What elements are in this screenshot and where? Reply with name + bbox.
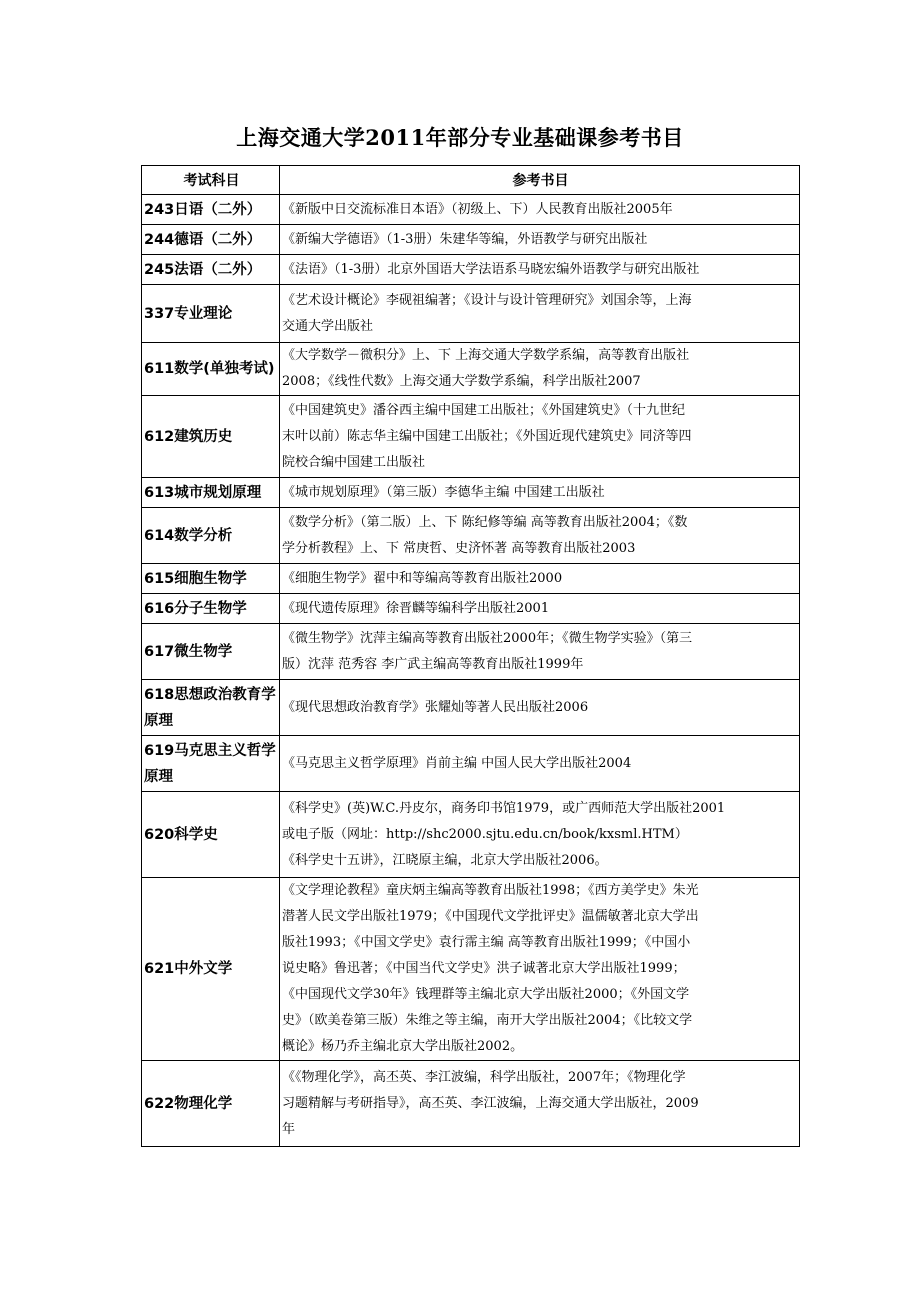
books-cell [280,285,800,343]
books-cell [280,878,800,1061]
book-line: 版）沈萍 范秀容 李广武主编高等教育出版社1999年 [282,656,584,672]
book-line: 潜著人民文学出版社1979；《中国现代文学批评史》温儒敏著北京大学出 [282,909,699,924]
subject-cell: 616分子生物学 [142,594,280,624]
books-cell [280,1061,800,1147]
book-line: 《法语》（1-3册）北京外国语大学法语系马晓宏编外语教学与研究出版社 [282,261,700,277]
subject-cell: 615细胞生物学 [142,564,280,594]
table-row [142,396,800,478]
table-row [142,343,800,396]
book-line: 末叶以前）陈志华主编中国建工出版社；《外国近现代建筑史》同济等四 [282,428,692,444]
book-line: 《《物理化学》，高丕英、李江波编，科学出版社，2007年；《物理化学 [282,1069,686,1085]
table-row [142,1061,800,1147]
books-cell [280,478,800,508]
subject-cell: 618思想政治教育学原理 [142,680,280,736]
books-cell [280,736,800,792]
book-line: 《城市规划原理》（第三版）李德华主编 中国建工出版社 [282,484,605,500]
book-line: 史》（欧美卷第三版）朱维之等主编，南开大学出版社2004；《比较文学 [282,1013,693,1028]
book-line: 《马克思主义哲学原理》肖前主编 中国人民大学出版社2004 [282,755,632,771]
book-line: 《艺术设计概论》李砚祖编著；《设计与设计管理研究》刘国余等，上海 [282,292,692,308]
book-line: 《微生物学》沈萍主编高等教育出版社2000年；《微生物学实验》（第三 [282,630,693,646]
header-subject: 考试科目 [142,166,280,195]
books-cell [280,564,800,594]
table-row [142,680,800,736]
reference-table [141,165,800,1147]
table-header-row [142,166,800,195]
table-row [142,564,800,594]
book-line: 《新版中日交流标准日本语》（初级上、下）人民教育出版社2005年 [282,201,673,217]
table-row [142,878,800,1061]
subject-cell: 611数学(单独考试) [142,343,280,396]
book-line: 《科学史》(英)W.C.丹皮尔，商务印书馆1979，或广西师范大学出版社2001 [282,800,726,816]
subject-cell: 612建筑历史 [142,396,280,478]
subject-cell: 613城市规划原理 [142,478,280,508]
books-cell [280,680,800,736]
table-row [142,285,800,343]
book-line: 《细胞生物学》翟中和等编高等教育出版社2000 [282,570,563,586]
books-cell [280,396,800,478]
table-row [142,195,800,225]
book-line: 版社1993；《中国文学史》袁行霈主编 高等教育出版社1999；《中国小 [282,935,691,950]
table-row [142,508,800,564]
subject-cell: 619马克思主义哲学原理 [142,736,280,792]
subject-cell: 620科学史 [142,792,280,878]
books-cell [280,508,800,564]
books-cell [280,594,800,624]
book-line: 《现代思想政治教育学》张耀灿等著人民出版社2006 [282,699,589,715]
book-line: 《文学理论教程》童庆炳主编高等教育出版社1998；《西方美学史》朱光 [282,883,699,898]
book-line: 习题精解与考研指导》，高丕英、李江波编，上海交通大学出版社，2009 [282,1095,699,1111]
book-line: 交通大学出版社 [282,318,374,334]
subject-cell: 244德语（二外） [142,225,280,255]
page-title: 上海交通大学2011年部分专业基础课参考书目 [236,125,684,150]
books-cell [280,225,800,255]
book-line: 学分析教程》上、下 常庚哲、史济怀著 高等教育出版社2003 [282,540,636,556]
table-row [142,792,800,878]
book-line: 概论》杨乃乔主编北京大学出版社2002。 [282,1039,524,1054]
table-row [142,594,800,624]
book-line: 《现代遗传原理》徐晋麟等编科学出版社2001 [282,600,550,616]
table-row [142,736,800,792]
subject-cell: 337专业理论 [142,285,280,343]
books-cell [280,195,800,225]
book-line: 《中国现代文学30年》钱理群等主编北京大学出版社2000；《外国文学 [282,987,690,1002]
table-row [142,478,800,508]
subject-cell: 621中外文学 [142,878,280,1061]
book-line: 说史略》鲁迅著；《中国当代文学史》洪子诚著北京大学出版社1999； [282,961,686,976]
header-books: 参考书目 [280,166,800,195]
subject-cell: 614数学分析 [142,508,280,564]
table-row [142,225,800,255]
book-line: 《科学史十五讲》，江晓原主编，北京大学出版社2006。 [282,852,608,868]
book-line: 院校合编中国建工出版社 [282,454,426,470]
book-line: 《中国建筑史》潘谷西主编中国建工出版社；《外国建筑史》（十九世纪 [282,402,686,418]
book-line: 或电子版（网址：http://shc2000.sjtu.edu.cn/book/kxsml.HTM） [282,826,688,842]
book-line: 《大学数学－微积分》上、下 上海交通大学数学系编，高等教育出版社 [282,348,690,363]
book-line: 年 [282,1121,296,1137]
books-cell [280,343,800,396]
subject-cell: 622物理化学 [142,1061,280,1147]
table-row [142,624,800,680]
subject-cell: 243日语（二外） [142,195,280,225]
books-cell [280,624,800,680]
book-line: 《数学分析》（第二版）上、下 陈纪修等编 高等教育出版社2004；《数 [282,514,688,530]
subject-cell: 617微生物学 [142,624,280,680]
subject-cell: 245法语（二外） [142,255,280,285]
books-cell [280,255,800,285]
books-cell [280,792,800,878]
book-line: 《新编大学德语》（1-3册）朱建华等编，外语教学与研究出版社 [282,231,648,247]
table-row [142,255,800,285]
book-line: 2008；《线性代数》上海交通大学数学系编，科学出版社2007 [282,374,641,389]
